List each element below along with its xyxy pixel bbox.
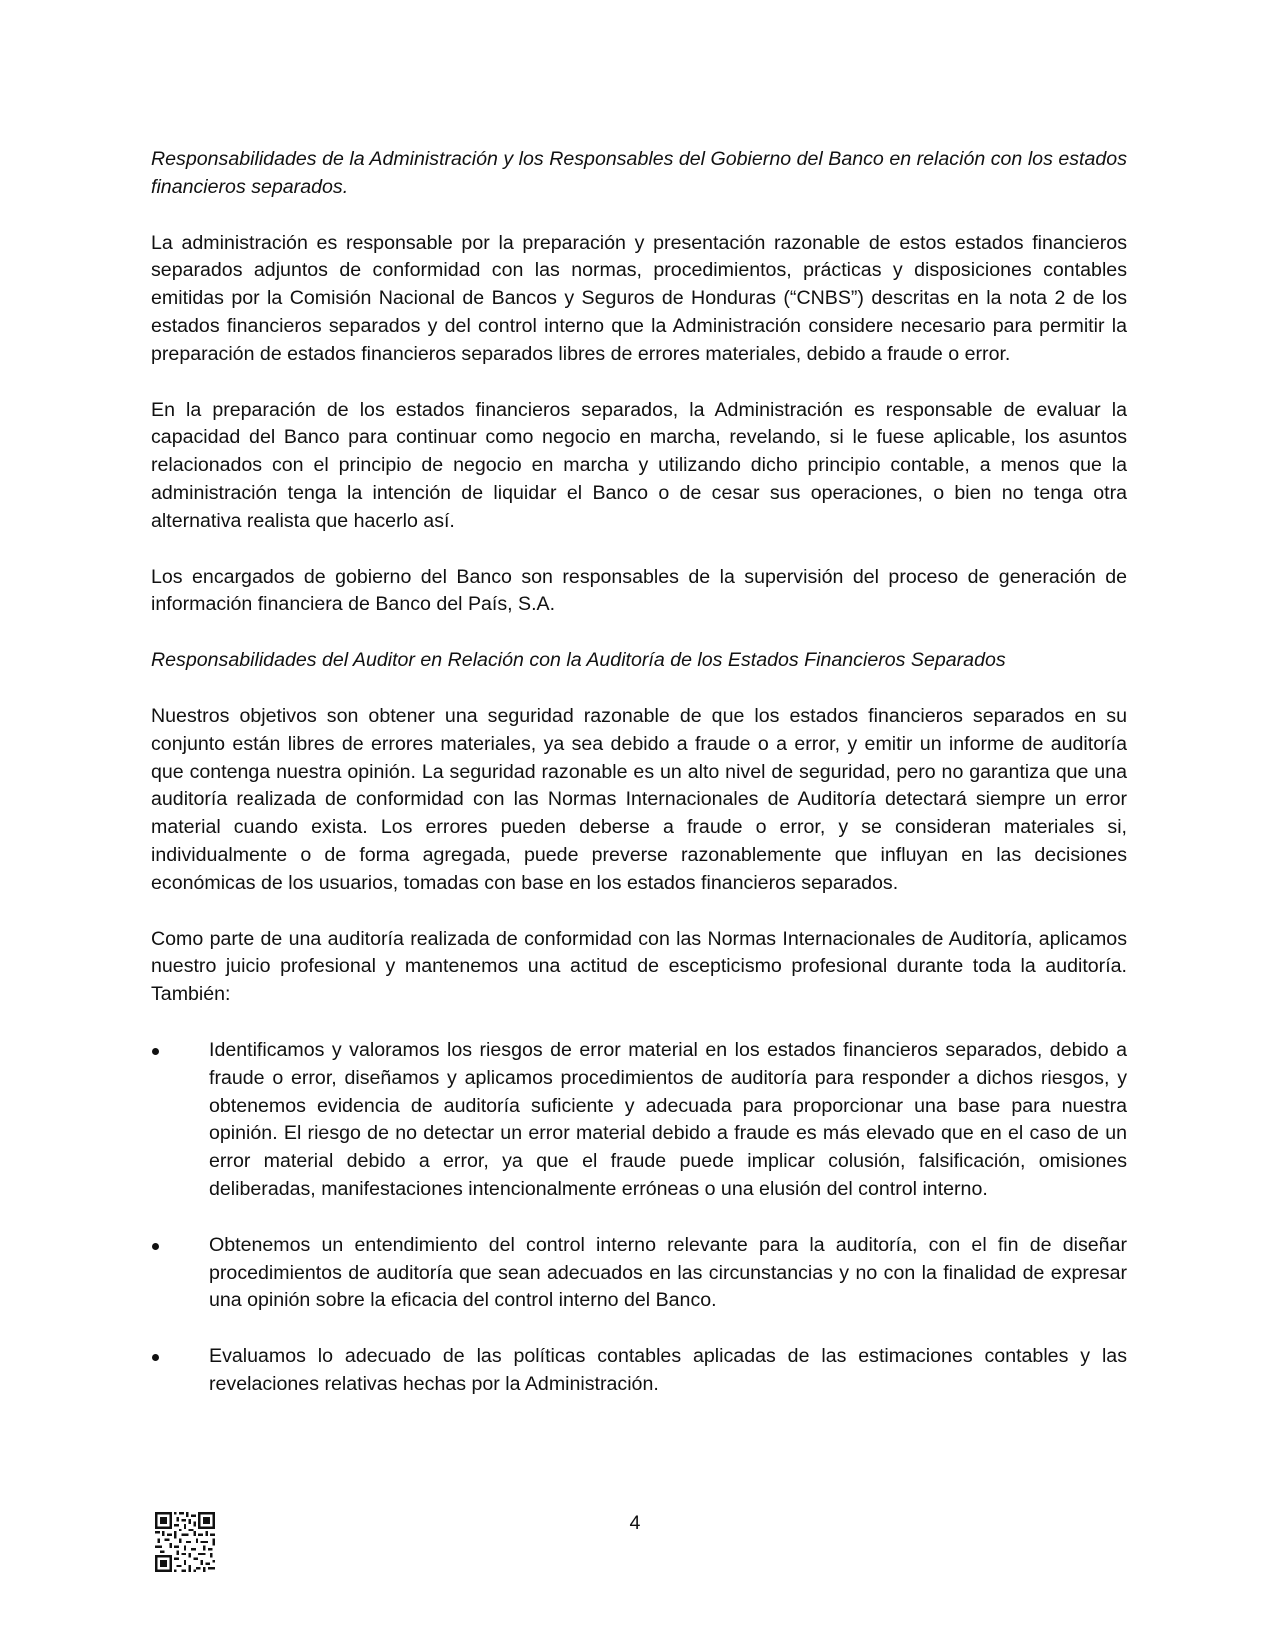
bullet-icon: [152, 1048, 159, 1055]
bullet-icon: [152, 1354, 159, 1361]
qr-code-icon: [155, 1512, 215, 1572]
bullet-icon: [152, 1243, 159, 1250]
paragraph-audit-part: Como parte de una auditoría realizada de conformidad con las Normas Internacionales de Auditoría, aplicamos nuestro juicio profesional y mantenemos una actitud de escepticismo profesional durante toda la auditoría. También:: [151, 927, 1127, 1006]
list-item: [151, 1343, 1127, 1399]
bullet-text: Evaluamos lo adecuado de las políticas contables aplicadas de las estimaciones contables y las revelaciones relativas hechas por la Administración.: [209, 1345, 1127, 1395]
bullet-list: [151, 1037, 1127, 1399]
paragraph-audit-objectives: Nuestros objetivos son obtener una seguridad razonable de que los estados financieros separados en su conjunto están libres de errores materiales, ya sea debido a fraude o a error, y emitir un informe de auditoría que contenga nuestra opinión. La seguridad razonable es un alto nivel de seguridad, pero no garantiza que una auditoría realizada de conformidad con las Normas Internacionales de Auditoría detectará siempre un error material cuando exista. Los errores pueden deberse a fraude o error, y se consideran materiales si, individualmente o de forma agregada, puede preverse razonablemente que influyan en las decisiones económicas de los usuarios, tomadas con base en los estados financieros separados.: [151, 704, 1127, 894]
bullet-text: Obtenemos un entendimiento del control interno relevante para la auditoría, con el fin de diseñar procedimientos de auditoría que sean adecuados en las circunstancias y no con la finalidad de expresar una opinión sobre la eficacia del control interno del Banco.: [209, 1233, 1127, 1312]
paragraph-management-responsibility: La administración es responsable por la preparación y presentación razonable de estos estados financieros separados adjuntos de conformidad con las normas, procedimientos, prácticas y disposiciones contables emitidas por la Comisión Nacional de Bancos y Seguros de Honduras (“CNBS”) descritas en la nota 2 de los estados financieros separados y del control interno que la Administración considere necesario para permitir la preparación de estados financieros separados libres de errores materiales, debido a fraude o error.: [151, 231, 1127, 365]
paragraph-governance: Los encargados de gobierno del Banco son responsables de la supervisión del proceso de generación de información financiera de Banco del País, S.A.: [151, 565, 1127, 616]
list-item: [151, 1232, 1127, 1315]
page-content: [151, 146, 1127, 1427]
heading-auditor-responsibilities: Responsabilidades del Auditor en Relación con la Auditoría de los Estados Financieros Separados: [151, 649, 1006, 672]
heading-management-responsibilities: Responsabilidades de la Administración y los Responsables del Gobierno del Banco en relación con los estados financieros separados.: [151, 148, 1127, 198]
page-number: 4: [629, 1512, 641, 1534]
paragraph-going-concern: En la preparación de los estados financieros separados, la Administración es responsable de evaluar la capacidad del Banco para continuar como negocio en marcha, revelando, si le fuese aplicable, los asuntos relacionados con el principio de negocio en marcha y utilizando dicho principio contable, a menos que la administración tenga la intención de liquidar el Banco o de cesar sus operaciones, o bien no tenga otra alternativa realista que hacerlo así.: [151, 398, 1127, 532]
bullet-text: Identificamos y valoramos los riesgos de error material en los estados financieros separados, debido a fraude o error, diseñamos y aplicamos procedimientos de auditoría para responder a dichos riesgos, y obtenemos evidencia de auditoría suficiente y adecuada para proporcionar una base para nuestra opinión. El riesgo de no detectar un error material debido a fraude es más elevado que en el caso de un error material debido a error, ya que el fraude puede implicar colusión, falsificación, omisiones deliberadas, manifestaciones intencionalmente erróneas o una elusión del control interno.: [209, 1038, 1127, 1200]
list-item: [151, 1037, 1127, 1204]
